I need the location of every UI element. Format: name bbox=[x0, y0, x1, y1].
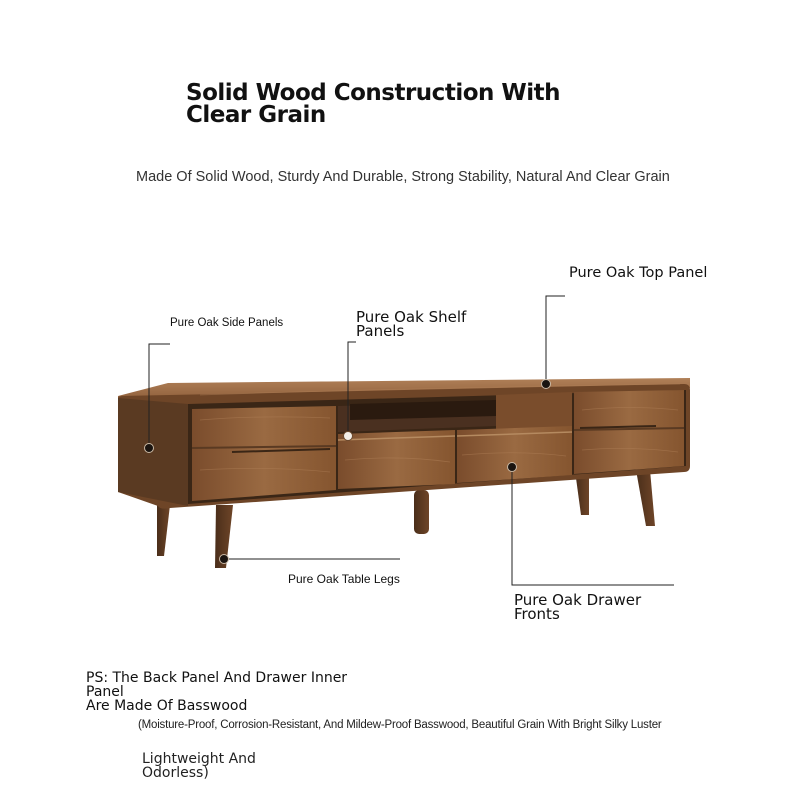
label-table-legs: Pure Oak Table Legs bbox=[288, 572, 400, 586]
dot-drawer-fronts bbox=[508, 463, 517, 472]
leg-front-right bbox=[636, 470, 655, 526]
ps-lightweight-line2: Odorless) bbox=[142, 765, 209, 781]
side-panel-left bbox=[118, 398, 188, 506]
ps-lightweight bbox=[142, 752, 282, 780]
label-shelf-panels bbox=[356, 310, 466, 338]
leg-back-mid bbox=[414, 490, 429, 534]
dot-table-legs bbox=[220, 555, 229, 564]
ps-note-line1: PS: The Back Panel And Drawer Inner Panel bbox=[86, 670, 348, 700]
drawer-right bbox=[574, 390, 684, 474]
dot-shelf-panels bbox=[344, 432, 353, 441]
label-shelf-panels-line2: Panels bbox=[356, 322, 405, 340]
ps-note bbox=[86, 671, 386, 713]
leg-back-right bbox=[576, 478, 589, 515]
ps-note-line2: Are Made Of Basswood bbox=[86, 698, 248, 714]
drawer-left bbox=[192, 406, 336, 501]
label-shelf-panels-line1: Pure Oak Shelf bbox=[356, 308, 467, 326]
label-top-panel: Pure Oak Top Panel bbox=[569, 265, 708, 281]
page-subtitle: Made Of Solid Wood, Sturdy And Durable, Strong Stability, Natural And Clear Grain bbox=[136, 169, 670, 185]
label-drawer-fronts-line2: Fronts bbox=[514, 605, 560, 623]
dot-top-panel bbox=[542, 380, 551, 389]
page-title-line1: Solid Wood Construction With bbox=[186, 80, 561, 106]
shelf-divider bbox=[496, 392, 572, 430]
page-title-line2: Clear Grain bbox=[186, 102, 326, 128]
cabinet-body bbox=[118, 378, 690, 509]
dot-side-panels bbox=[145, 444, 154, 453]
label-drawer-fronts-line1: Pure Oak Drawer bbox=[514, 591, 642, 609]
ps-detail: (Moisture-Proof, Corrosion-Resistant, And Mildew-Proof Basswood, Beautiful Grain With Bright Silky Luster bbox=[138, 719, 662, 731]
label-side-panels: Pure Oak Side Panels bbox=[170, 317, 284, 329]
label-drawer-fronts bbox=[514, 593, 641, 621]
ps-lightweight-line1: Lightweight And bbox=[142, 751, 256, 767]
leader-top-panel bbox=[546, 296, 565, 384]
leg-front-left bbox=[157, 505, 170, 556]
